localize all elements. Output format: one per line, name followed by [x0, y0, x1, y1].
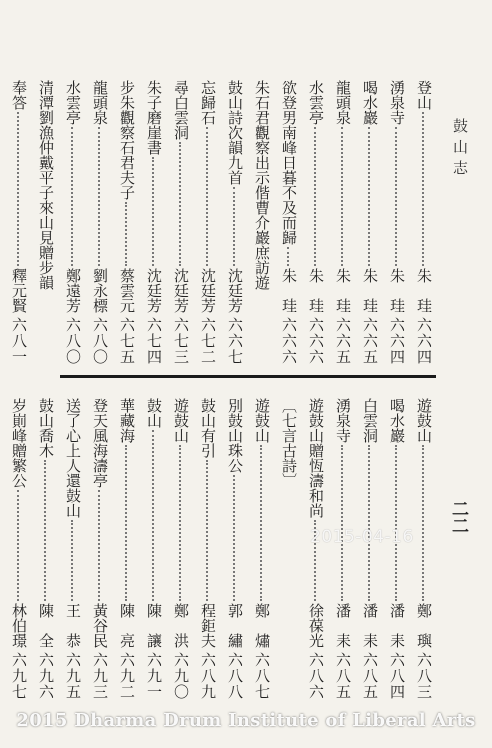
toc-entry-title: 鼓山	[145, 398, 163, 428]
toc-entry-page: 六九一	[145, 652, 163, 700]
dot-leader	[307, 127, 316, 266]
toc-entry-page: 六八七	[253, 652, 271, 700]
toc-entry	[245, 398, 272, 700]
toc-entry-title: 遊鼓山	[172, 398, 190, 443]
toc-entry	[164, 398, 191, 700]
toc-entry-title: 水雲亭	[64, 80, 82, 125]
toc-entry-author: 沈廷芳	[226, 268, 244, 313]
toc-entry	[83, 398, 110, 700]
toc-top-section	[10, 80, 434, 365]
dot-leader	[388, 127, 397, 266]
toc-entry-page: 六七三	[172, 317, 190, 365]
toc-entry-title: 喝水巖	[361, 80, 379, 125]
toc-entry	[326, 80, 353, 365]
toc-entry-page: 六九七	[10, 652, 28, 700]
toc-entry-page: 六八五	[361, 652, 379, 700]
toc-entry	[2, 80, 29, 365]
toc-entry	[137, 398, 164, 700]
toc-entry-author: 陳 亮	[118, 603, 136, 648]
toc-entry-author: 朱 珪	[388, 268, 406, 313]
toc-entry-author: 郭 繡	[226, 603, 244, 648]
toc-entry-title: 龍頭泉	[91, 80, 109, 125]
toc-entry-author: 朱 珪	[280, 268, 298, 313]
dot-leader	[172, 142, 181, 266]
toc-entry-page: 六七五	[118, 317, 136, 365]
toc-entry	[191, 80, 218, 365]
toc-entry-title: 朱子磨崖書	[145, 80, 163, 155]
dot-leader	[91, 127, 100, 266]
section-divider	[60, 375, 436, 378]
toc-entry	[137, 80, 164, 365]
toc-entry	[245, 80, 272, 365]
toc-entry-author: 潘 耒	[334, 603, 352, 648]
toc-entry-author: 沈廷芳	[199, 268, 217, 313]
toc-entry-page: 六八〇	[64, 317, 82, 365]
toc-entry-author: 鄭 熽	[253, 603, 271, 648]
dot-leader	[172, 445, 181, 601]
dot-leader	[361, 127, 370, 266]
dot-leader	[118, 445, 127, 601]
toc-entry-title	[0, 398, 2, 473]
dot-leader	[64, 520, 73, 601]
toc-entry	[380, 80, 407, 365]
toc-entry	[110, 398, 137, 700]
toc-entry-page: 六六六	[307, 317, 325, 365]
toc-entry-author: 沈廷芳	[145, 268, 163, 313]
toc-entry	[56, 398, 83, 700]
dot-leader	[334, 127, 343, 266]
toc-entry-title: 尋白雲洞	[172, 80, 190, 140]
toc-entry-author: 劉永標	[91, 268, 109, 313]
toc-entry-title: 別鼓山珠公	[226, 398, 244, 473]
toc-entry-page: 六六五	[334, 317, 352, 365]
toc-entry-page: 六八一	[10, 317, 28, 365]
toc-entry-author: 朱 珪	[415, 268, 433, 313]
dot-leader	[361, 445, 370, 601]
toc-entry	[29, 80, 56, 365]
toc-entry-title: 朱石君觀察出示偕曹介巖庶訪遊	[253, 80, 271, 290]
toc-entry-page: 六九三	[91, 652, 109, 700]
dot-leader	[64, 127, 73, 266]
toc-entry	[29, 398, 56, 700]
toc-entry-page: 六六五	[361, 317, 379, 365]
toc-entry-title: 奉答	[10, 80, 28, 110]
toc-entry-author: 蔡雲元	[118, 268, 136, 313]
toc-entry-title: 登天風海濤亭	[91, 398, 109, 488]
dot-leader	[388, 445, 397, 601]
toc-entry	[299, 398, 326, 700]
toc-entry-page	[0, 652, 2, 700]
toc-entry-page: 六八三	[415, 652, 433, 700]
toc-entry-page: 六八八	[226, 652, 244, 700]
toc-entry-author: 黃谷民	[91, 603, 109, 648]
toc-entry-page: 六九六	[37, 652, 55, 700]
toc-entry-page: 六八〇	[91, 317, 109, 365]
toc-entry-page: 六八六	[307, 652, 325, 700]
toc-entry-page: 六六七	[226, 317, 244, 365]
toc-entry-author: 潘 耒	[361, 603, 379, 648]
toc-entry	[83, 80, 110, 365]
toc-entry-title: 湧泉寺	[334, 398, 352, 443]
toc-entry-title: 欲登男南峰日暮不及而歸	[280, 80, 298, 245]
dot-leader	[226, 187, 235, 266]
toc-entry-title: 湧泉寺	[388, 80, 406, 125]
page-number: 二二	[448, 500, 468, 534]
dot-leader	[415, 112, 424, 266]
toc-entry	[218, 80, 245, 365]
date-stamp: 2015-04-16	[310, 527, 414, 547]
toc-entry-author: 釋元賢	[10, 268, 28, 313]
toc-entry-title: 遊鼓山贈恆濤和尚	[307, 398, 325, 518]
toc-entry-title: 華藏海	[118, 398, 136, 443]
toc-entry-title: 龍頭泉	[334, 80, 352, 125]
toc-entry	[353, 398, 380, 700]
running-title: 鼓山志	[451, 118, 469, 181]
toc-entry-title: 喝水巖	[388, 398, 406, 443]
toc-entry-author: 鄭 璵	[415, 603, 433, 648]
toc-bottom-section	[10, 398, 434, 700]
toc-entry-author: 潘 耒	[388, 603, 406, 648]
toc-entry-title: 〔七言古詩〕	[280, 398, 298, 488]
toc-entry-author: 程鉅夫	[199, 603, 217, 648]
toc-entry-page: 六七二	[199, 317, 217, 365]
dot-leader	[280, 247, 289, 266]
dot-leader	[199, 460, 208, 601]
toc-entry-title: 登山	[415, 80, 433, 110]
toc-entry-author: 沈廷芳	[172, 268, 190, 313]
toc-entry-author	[0, 603, 2, 648]
toc-entry-page: 六八九	[199, 652, 217, 700]
toc-entry-author	[0, 268, 2, 313]
dot-leader	[199, 127, 208, 266]
toc-entry-page: 六七四	[145, 317, 163, 365]
toc-entry-title: 水雲亭	[307, 80, 325, 125]
toc-entry-title: 清潭劉漁仲戴平子來山見贈步韻	[37, 80, 55, 290]
toc-entry-title: 忘歸石	[199, 80, 217, 125]
toc-entry	[299, 80, 326, 365]
toc-entry-page	[0, 317, 2, 365]
toc-entry-author: 徐葆光	[307, 603, 325, 648]
toc-entry-page: 六九五	[64, 652, 82, 700]
dot-leader	[226, 475, 235, 601]
toc-entry-author: 朱 珪	[334, 268, 352, 313]
toc-section-heading	[272, 398, 299, 700]
toc-entry-author: 朱 珪	[307, 268, 325, 313]
toc-entry-page: 六八四	[388, 652, 406, 700]
toc-entry	[407, 80, 434, 365]
toc-entry-page: 六六六	[280, 317, 298, 365]
toc-entry-author: 朱 珪	[361, 268, 379, 313]
toc-entry-title: 遊鼓山	[253, 398, 271, 443]
dot-leader	[37, 460, 46, 601]
toc-entry	[272, 80, 299, 365]
toc-entry-page: 六六四	[388, 317, 406, 365]
toc-entry-title: 白雲洞	[361, 398, 379, 443]
toc-entry-title: 送了心上人還鼓山	[64, 398, 82, 518]
toc-entry	[0, 398, 2, 700]
toc-entry-title: 遊鼓山	[415, 398, 433, 443]
toc-entry	[56, 80, 83, 365]
toc-entry-author: 陳 讓	[145, 603, 163, 648]
toc-entry	[353, 80, 380, 365]
dot-leader	[10, 490, 19, 601]
toc-entry	[218, 398, 245, 700]
dot-leader	[10, 112, 19, 266]
dot-leader	[145, 157, 154, 266]
toc-entry-author: 陳 全	[37, 603, 55, 648]
dot-leader	[253, 445, 262, 601]
toc-entry-page: 六八五	[334, 652, 352, 700]
toc-entry	[407, 398, 434, 700]
dot-leader	[118, 202, 127, 266]
toc-entry-title: 步朱觀察石君夫子	[118, 80, 136, 200]
toc-entry-author: 林伯璟	[10, 603, 28, 648]
toc-entry-title: 鼓山喬木	[37, 398, 55, 458]
toc-entry	[110, 80, 137, 365]
toc-entry-page: 六九〇	[172, 652, 190, 700]
dot-leader	[91, 490, 100, 601]
toc-entry	[191, 398, 218, 700]
toc-entry-author: 王 恭	[64, 603, 82, 648]
toc-entry-page: 六九二	[118, 652, 136, 700]
toc-entry	[164, 80, 191, 365]
toc-entry-page: 六六四	[415, 317, 433, 365]
dot-leader	[334, 445, 343, 601]
toc-entry	[2, 398, 29, 700]
dot-leader	[415, 445, 424, 601]
toc-entry	[0, 80, 2, 365]
dot-leader	[145, 430, 154, 601]
toc-entry-author: 鄭遠芳	[64, 268, 82, 313]
watermark-text: 2015 Dharma Drum Institute of Liberal Arts	[16, 710, 476, 731]
toc-entry	[326, 398, 353, 700]
toc-entry-author: 鄭 洪	[172, 603, 190, 648]
toc-entry-title: 鼓山有引	[199, 398, 217, 458]
toc-entry	[380, 398, 407, 700]
toc-entry-title: 岁崱峰贈繁公	[10, 398, 28, 488]
toc-entry-title: 鼓山詩次韻九首	[226, 80, 244, 185]
toc-entry-title	[0, 80, 2, 155]
